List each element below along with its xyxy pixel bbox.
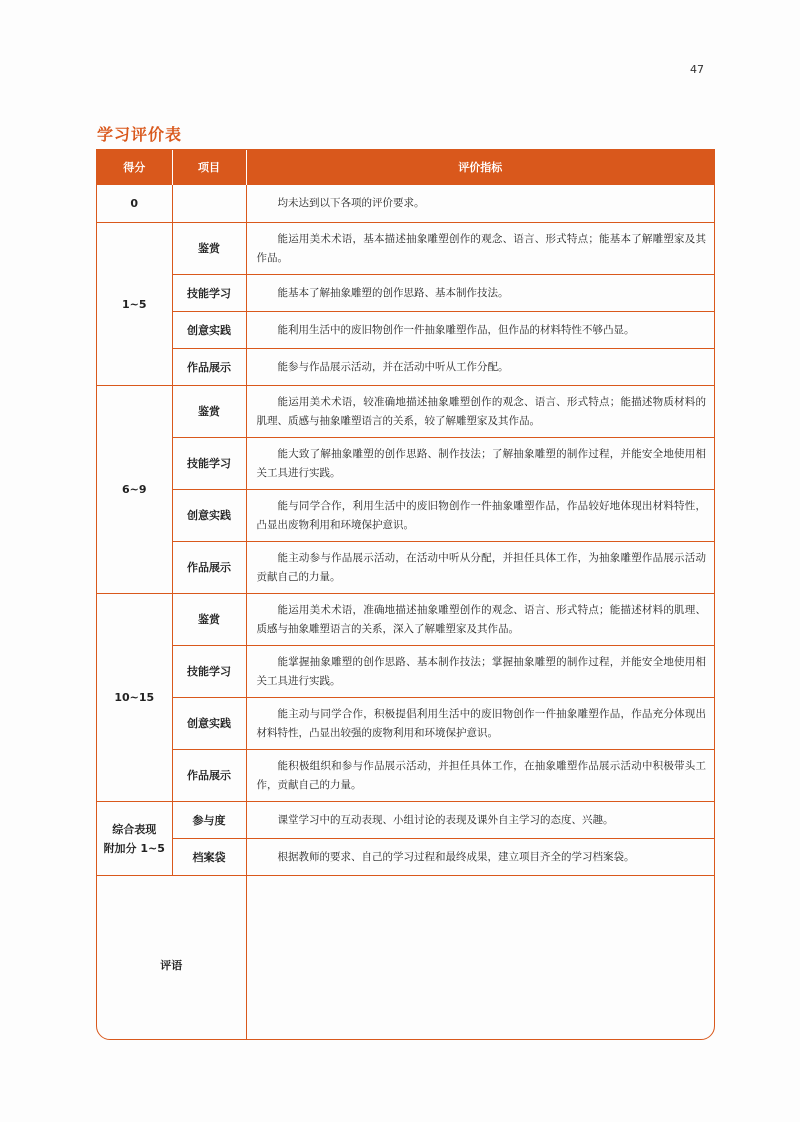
table-row: [97, 802, 714, 839]
criteria-cell: 能与同学合作，利用生活中的废旧物创作一件抽象雕塑作品，作品较好地体现出材料特性，凸显出废物利用和环境保护意识。: [246, 490, 714, 542]
header-item: 项目: [172, 150, 246, 185]
table-row: [97, 185, 714, 223]
item-cell: 作品展示: [172, 542, 246, 594]
criteria-cell: 能积极组织和参与作品展示活动，并担任具体工作，在抽象雕塑作品展示活动中积极带头工作，贡献自己的力量。: [246, 750, 714, 802]
criteria-cell: 能利用生活中的废旧物创作一件抽象雕塑作品，但作品的材料特性不够凸显。: [246, 312, 714, 349]
table-row: [97, 275, 714, 312]
page-title: 学习评价表: [97, 125, 183, 144]
header-criteria: 评价指标: [246, 150, 714, 185]
evaluation-table: [96, 149, 715, 1040]
score-cell: 10~15: [97, 594, 172, 802]
criteria-cell: 能运用美术术语，较准确地描述抽象雕塑创作的观念、语言、形式特点；能描述物质材料的肌理、质感与抽象雕塑语言的关系，较了解雕塑家及其作品。: [246, 386, 714, 438]
criteria-cell: 根据教师的要求、自己的学习过程和最终成果，建立项目齐全的学习档案袋。: [246, 839, 714, 876]
item-cell: 技能学习: [172, 438, 246, 490]
criteria-cell: 能基本了解抽象雕塑的创作思路、基本制作技法。: [246, 275, 714, 312]
item-cell: 档案袋: [172, 839, 246, 876]
score-cell: [97, 802, 172, 876]
table-row: [97, 386, 714, 438]
table-header-row: [97, 150, 714, 185]
table-row: [97, 594, 714, 646]
criteria-cell: 能参与作品展示活动，并在活动中听从工作分配。: [246, 349, 714, 386]
comment-row: [97, 876, 714, 1041]
item-cell: 鉴赏: [172, 386, 246, 438]
criteria-cell: 能掌握抽象雕塑的创作思路、基本制作技法；掌握抽象雕塑的制作过程，并能安全地使用相关工具进行实践。: [246, 646, 714, 698]
item-cell: 鉴赏: [172, 223, 246, 275]
table-row: [97, 839, 714, 876]
item-cell: 技能学习: [172, 646, 246, 698]
criteria-cell: 能主动与同学合作，积极提倡利用生活中的废旧物创作一件抽象雕塑作品，作品充分体现出材料特性，凸显出较强的废物利用和环境保护意识。: [246, 698, 714, 750]
score-cell: 6~9: [97, 386, 172, 594]
criteria-cell: 均未达到以下各项的评价要求。: [246, 185, 714, 223]
item-cell: 作品展示: [172, 750, 246, 802]
table-row: [97, 349, 714, 386]
score-label-line1: 综合表现: [112, 822, 157, 836]
table-row: [97, 490, 714, 542]
table-row: [97, 698, 714, 750]
item-cell: 鉴赏: [172, 594, 246, 646]
score-label-line2: 附加分 1~5: [103, 841, 165, 855]
item-cell: [172, 185, 246, 223]
criteria-cell: 能主动参与作品展示活动，在活动中听从分配，并担任具体工作，为抽象雕塑作品展示活动贡献自己的力量。: [246, 542, 714, 594]
table-row: [97, 750, 714, 802]
comment-field[interactable]: [246, 876, 714, 1041]
criteria-cell: 能大致了解抽象雕塑的创作思路、制作技法；了解抽象雕塑的制作过程，并能安全地使用相关工具进行实践。: [246, 438, 714, 490]
item-cell: 参与度: [172, 802, 246, 839]
criteria-cell: 能运用美术术语，基本描述抽象雕塑创作的观念、语言、形式特点；能基本了解雕塑家及其作品。: [246, 223, 714, 275]
item-cell: 创意实践: [172, 698, 246, 750]
table-row: [97, 438, 714, 490]
table-row: [97, 312, 714, 349]
score-cell: 0: [97, 185, 172, 223]
item-cell: 作品展示: [172, 349, 246, 386]
table-row: [97, 542, 714, 594]
item-cell: 创意实践: [172, 312, 246, 349]
page-number: 47: [690, 63, 704, 76]
item-cell: 技能学习: [172, 275, 246, 312]
criteria-cell: 能运用美术术语，准确地描述抽象雕塑创作的观念、语言、形式特点；能描述材料的肌理、质感与抽象雕塑语言的关系，深入了解雕塑家及其作品。: [246, 594, 714, 646]
table-row: [97, 223, 714, 275]
score-cell: 1~5: [97, 223, 172, 386]
item-cell: 创意实践: [172, 490, 246, 542]
comment-label: 评语: [97, 876, 246, 1041]
criteria-cell: 课堂学习中的互动表现、小组讨论的表现及课外自主学习的态度、兴趣。: [246, 802, 714, 839]
table-row: [97, 646, 714, 698]
header-score: 得分: [97, 150, 172, 185]
